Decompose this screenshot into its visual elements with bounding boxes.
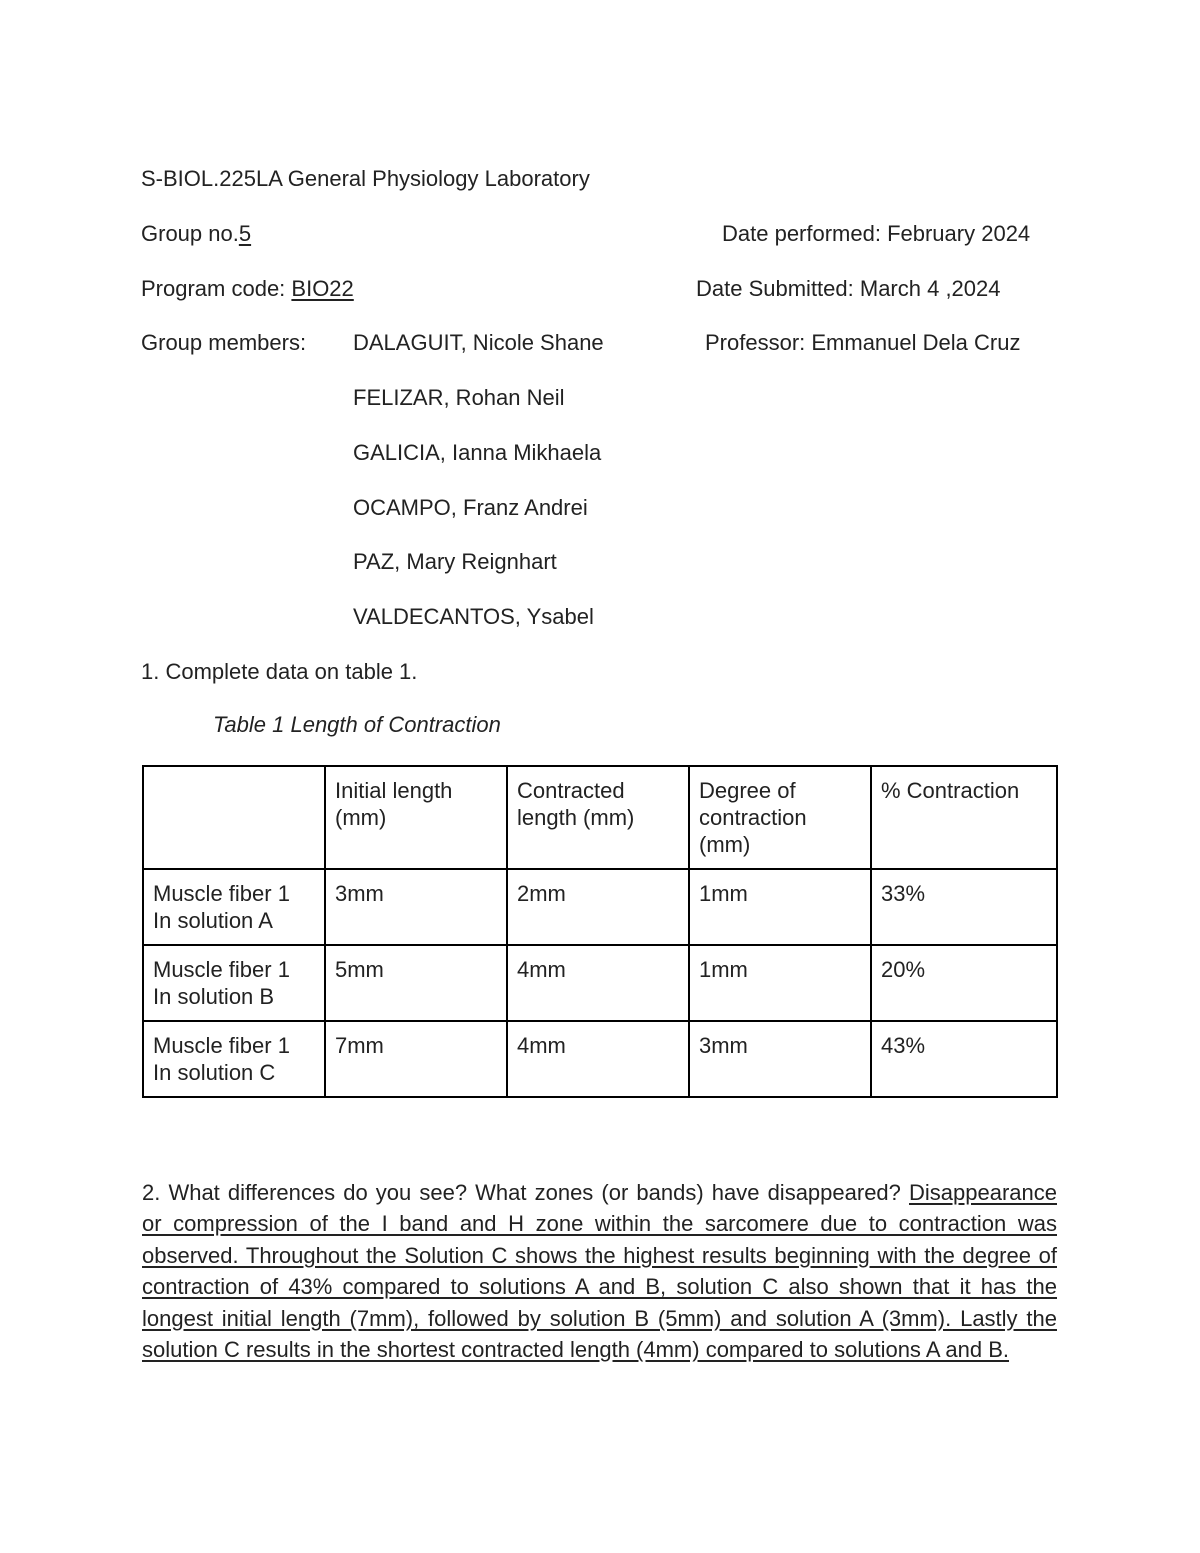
table-header-row [143, 766, 1057, 869]
group-number [141, 221, 251, 247]
question-2: 2. What differences do you see? What zones (or bands) have disappeared? [142, 1180, 901, 1205]
initial-length-cell: 7mm [325, 1021, 507, 1097]
professor: Professor: Emmanuel Dela Cruz [705, 330, 1021, 355]
program-code [141, 276, 354, 302]
percent-cell: 43% [871, 1021, 1057, 1097]
initial-length-cell: 3mm [325, 869, 507, 945]
question-2-block [142, 1177, 1057, 1365]
row-label: Muscle fiber 1 In solution C [143, 1021, 325, 1097]
member-name: PAZ, Mary Reignhart [353, 549, 557, 574]
contraction-table [142, 765, 1058, 1098]
percent-cell: 33% [871, 869, 1057, 945]
course-title: S-BIOL.225LA General Physiology Laboratory [141, 166, 590, 191]
table-row [143, 1021, 1057, 1097]
percent-cell: 20% [871, 945, 1057, 1021]
question-1: 1. Complete data on table 1. [141, 659, 418, 684]
row-label: Muscle fiber 1 In solution B [143, 945, 325, 1021]
header-degree-of-contraction: Degree of contraction (mm) [689, 766, 871, 869]
contracted-length-cell: 2mm [507, 869, 689, 945]
header-cell-blank [143, 766, 325, 869]
degree-cell: 1mm [689, 869, 871, 945]
members-label: Group members: [141, 330, 307, 355]
date-performed: Date performed: February 2024 [722, 221, 1031, 246]
member-name: FELIZAR, Rohan Neil [353, 385, 565, 410]
row-label: Muscle fiber 1 In solution A [143, 869, 325, 945]
member-name: GALICIA, Ianna Mikhaela [353, 440, 602, 465]
program-value: BIO22 [291, 276, 354, 301]
group-value: 5 [238, 221, 252, 246]
table-row [143, 945, 1057, 1021]
table-row [143, 869, 1057, 945]
table-caption: Table 1 Length of Contraction [213, 712, 501, 737]
contracted-length-cell: 4mm [507, 1021, 689, 1097]
contracted-length-cell: 4mm [507, 945, 689, 1021]
degree-cell: 3mm [689, 1021, 871, 1097]
header-percent-contraction: % Contraction [871, 766, 1057, 869]
initial-length-cell: 5mm [325, 945, 507, 1021]
program-label: Program code: [141, 276, 292, 301]
header-contracted-length: Contracted length (mm) [507, 766, 689, 869]
member-name: OCAMPO, Franz Andrei [353, 495, 588, 520]
date-submitted: Date Submitted: March 4 ,2024 [696, 276, 1001, 301]
degree-cell: 1mm [689, 945, 871, 1021]
header-initial-length: Initial length (mm) [325, 766, 507, 869]
member-name: VALDECANTOS, Ysabel [353, 604, 594, 629]
group-label: Group no. [141, 221, 239, 246]
answer-2: Disappearance or compression of the I band and H zone within the sarcomere due to contraction was observed. Throughout the Solution C shows the highest results beginning with the degree of contraction of 43% compared to solutions A and B, solution C also shown that it has the longest initial length (7mm), followed by solution B (5mm) and solution A (3mm). Lastly the solution C results in the shortest contracted length (4mm) compared to solutions A and B. [142, 1180, 1057, 1363]
member-name: DALAGUIT, Nicole Shane [353, 330, 604, 355]
